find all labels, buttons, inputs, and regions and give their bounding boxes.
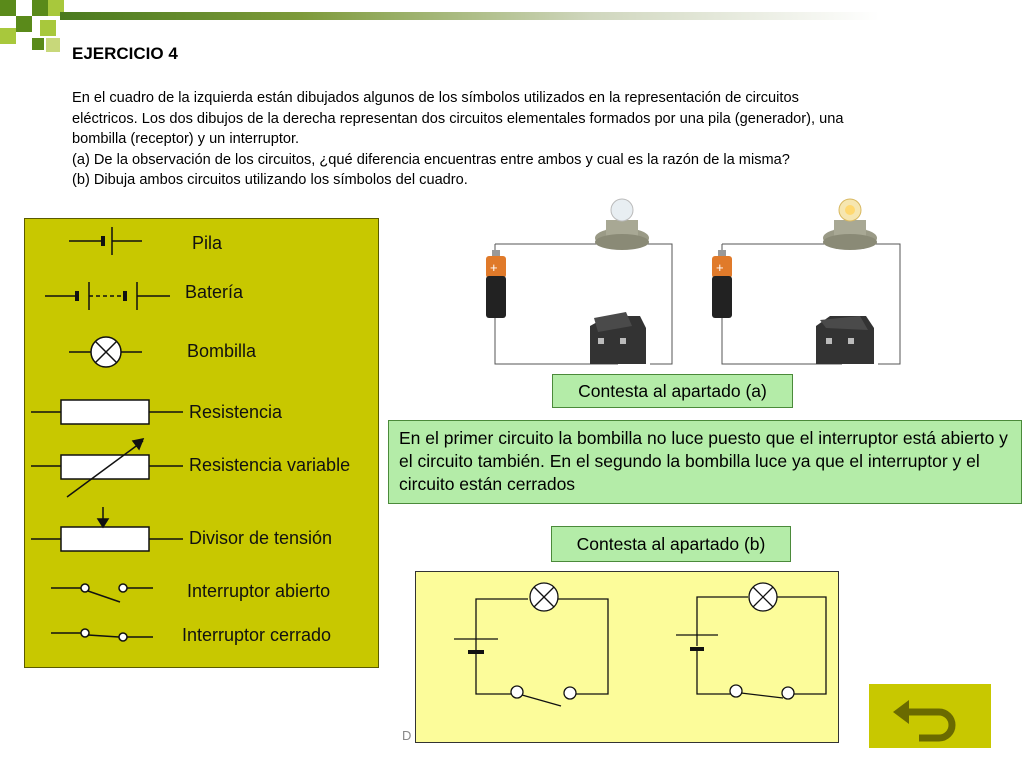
circuit-2-illustration bbox=[712, 199, 900, 364]
deco-square-3 bbox=[16, 16, 32, 32]
battery-1-plus: + bbox=[490, 260, 498, 275]
battery-2-icon bbox=[712, 250, 732, 318]
answer-a-text: En el primer circuito la bombilla no luce puesto que el interruptor está abierto y el circuito también. En el segundo la bombilla luce ya que el interruptor y el circuito están cerrados bbox=[388, 420, 1022, 504]
pila-symbol-icon bbox=[69, 227, 142, 255]
battery-1-icon bbox=[486, 250, 506, 318]
bateria-symbol-icon bbox=[45, 282, 170, 310]
deco-square-8 bbox=[46, 38, 60, 52]
deco-square-5 bbox=[0, 28, 16, 44]
interruptor-cerrado-symbol-icon bbox=[51, 629, 153, 641]
bombilla-symbol-icon bbox=[69, 337, 142, 367]
label-bateria: Batería bbox=[185, 282, 244, 302]
exercise-intro bbox=[72, 88, 1002, 191]
question-a: (a) De la observación de los circuitos, ¿qué diferencia encuentras entre ambos y cual es la razón de la misma? bbox=[72, 151, 790, 168]
intro-line-3: bombilla (receptor) y un interruptor. bbox=[72, 131, 300, 147]
label-resistencia-variable: Resistencia variable bbox=[189, 455, 351, 475]
circuit-illustrations bbox=[470, 196, 920, 368]
answer-b-button[interactable]: Contesta al apartado (b) bbox=[551, 526, 791, 562]
resistencia-symbol-icon bbox=[31, 400, 183, 424]
label-interruptor-cerrado: Interruptor cerrado bbox=[182, 625, 332, 645]
answer-a-button[interactable]: Contesta al apartado (a) bbox=[552, 374, 793, 408]
symbols-panel bbox=[24, 218, 379, 668]
battery-2-plus: + bbox=[716, 260, 724, 275]
lamp-2-icon bbox=[823, 199, 877, 250]
footer-text: D bbox=[402, 728, 412, 743]
label-pila: Pila bbox=[192, 233, 223, 253]
intro-line-2: eléctricos. Los dos dibujos de la derecha representan dos circuitos elementales formados por una pila (generador), una bbox=[72, 110, 844, 127]
deco-square-2 bbox=[32, 0, 48, 16]
return-arrow-icon bbox=[869, 684, 991, 748]
circuit-schematics bbox=[416, 572, 840, 744]
resistencia-variable-symbol-icon bbox=[31, 439, 183, 497]
schematic-2 bbox=[676, 583, 826, 699]
switch-1-icon bbox=[590, 312, 646, 364]
label-resistencia: Resistencia bbox=[189, 402, 283, 422]
question-b: (b) Dibuja ambos circuitos utilizando los símbolos del cuadro. bbox=[72, 172, 468, 188]
lamp-1-icon bbox=[595, 199, 649, 250]
deco-square-7 bbox=[32, 38, 44, 50]
label-divisor: Divisor de tensión bbox=[189, 528, 333, 548]
exercise-title: EJERCICIO 4 bbox=[72, 44, 178, 63]
circuit-1-illustration bbox=[486, 199, 672, 364]
answer-b-drawing-panel bbox=[415, 571, 839, 743]
deco-square-1 bbox=[0, 0, 16, 16]
intro-line-1: En el cuadro de la izquierda están dibujados algunos de los símbolos utilizados en la representación de circuitos bbox=[72, 90, 799, 106]
back-button[interactable] bbox=[869, 684, 991, 748]
switch-2-icon bbox=[816, 316, 874, 364]
label-interruptor-abierto: Interruptor abierto bbox=[187, 581, 331, 601]
schematic-1 bbox=[454, 583, 608, 706]
header-gradient-bar bbox=[60, 12, 1024, 20]
divisor-symbol-icon bbox=[31, 507, 183, 551]
label-bombilla: Bombilla bbox=[187, 341, 257, 361]
deco-square-6 bbox=[40, 20, 56, 36]
interruptor-abierto-symbol-icon bbox=[51, 584, 153, 602]
